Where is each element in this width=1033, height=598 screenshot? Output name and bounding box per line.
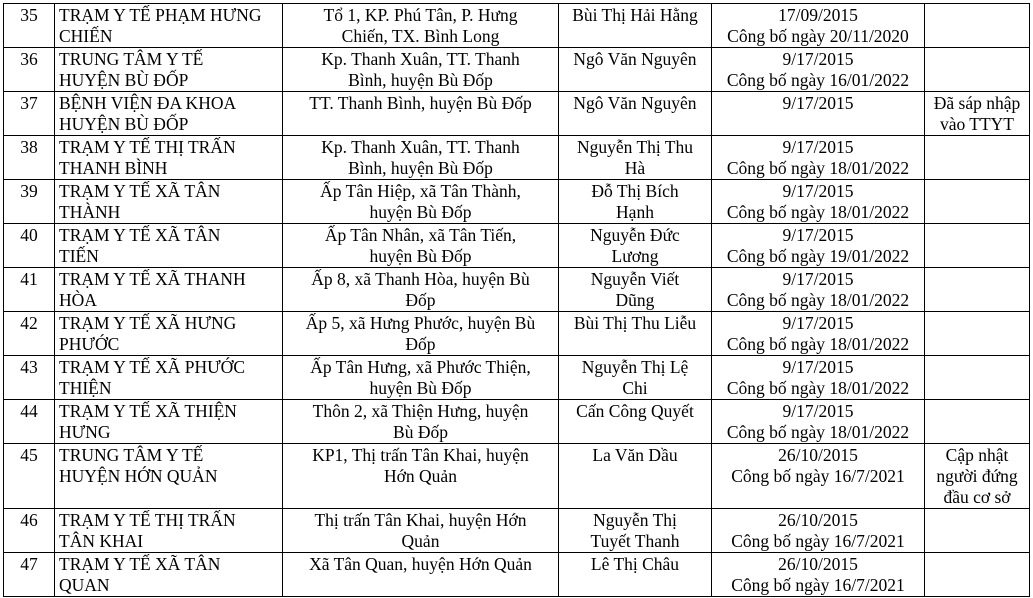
- cell-address-line: Kp. Thanh Xuân, TT. Thanh: [321, 137, 520, 157]
- cell-date-line: 9/17/2015: [782, 225, 854, 245]
- table-row: [4, 48, 1030, 92]
- cell-head-person-line: Nguyễn Thị: [593, 510, 677, 530]
- cell-facility-name-line: CHIẾN: [59, 26, 113, 46]
- cell-note: [925, 400, 1030, 444]
- cell-address-line: Bù Đốp: [393, 422, 448, 442]
- cell-note: [925, 312, 1030, 356]
- cell-date: [712, 553, 925, 597]
- table-row: [4, 92, 1030, 136]
- cell-note-line: vào TTYT: [939, 114, 1015, 134]
- cell-date-line: 26/10/2015: [778, 554, 858, 574]
- cell-date-line: Công bố ngày 20/11/2020: [727, 26, 909, 46]
- cell-note: [925, 224, 1030, 268]
- cell-head-person: [559, 312, 712, 356]
- cell-facility-name-line: TRUNG TÂM Y TẾ: [59, 445, 204, 465]
- cell-head-person: [559, 553, 712, 597]
- cell-date: [712, 92, 925, 136]
- cell-date-line: Công bố ngày 16/7/2021: [731, 531, 905, 551]
- cell-address-line: Thôn 2, xã Thiện Hưng, huyện: [312, 401, 529, 421]
- cell-date: [712, 356, 925, 400]
- cell-facility-name-line: HƯNG: [59, 422, 111, 442]
- cell-note: [925, 268, 1030, 312]
- cell-facility-name-line: QUAN: [59, 575, 110, 595]
- cell-address-line: Xã Tân Quan, huyện Hớn Quản: [309, 554, 532, 574]
- cell-facility-name-line: THIỆN: [59, 378, 112, 398]
- cell-date-line: 9/17/2015: [782, 313, 854, 333]
- cell-facility-name-line: TRẠM Y TẾ XÃ PHƯỚC: [59, 357, 245, 377]
- cell-facility-name-line: TRẠM Y TẾ XÃ TÂN: [59, 181, 221, 201]
- cell-head-person-line: Nguyễn Đức: [590, 225, 680, 245]
- cell-date-line: 17/09/2015: [778, 5, 858, 25]
- cell-address-line: TT. Thanh Bình, huyện Bù Đốp: [309, 93, 532, 113]
- cell-head-person-line: Hà: [624, 158, 646, 178]
- cell-head-person: [559, 48, 712, 92]
- cell-address-line: Kp. Thanh Xuân, TT. Thanh: [321, 49, 520, 69]
- cell-note: [925, 136, 1030, 180]
- cell-date-line: 9/17/2015: [782, 269, 854, 289]
- table-row: [4, 509, 1030, 553]
- cell-address-line: Ấp Tân Nhân, xã Tân Tiến,: [324, 225, 517, 245]
- cell-note: [925, 92, 1030, 136]
- cell-facility-name: [55, 224, 283, 268]
- cell-facility-name-line: TRẠM Y TẾ XÃ TÂN: [59, 225, 221, 245]
- cell-head-person: [559, 268, 712, 312]
- cell-date-line: 9/17/2015: [782, 49, 854, 69]
- cell-note: [925, 509, 1030, 553]
- cell-address-line: KP1, Thị trấn Tân Khai, huyện: [312, 445, 529, 465]
- cell-date-line: Công bố ngày 18/01/2022: [726, 202, 910, 222]
- cell-facility-name-line: HUYỆN BÙ ĐỐP: [59, 114, 189, 134]
- cell-head-person-line: La Văn Dầu: [592, 445, 678, 465]
- cell-head-person-line: Bùi Thị Hải Hằng: [572, 5, 698, 25]
- cell-facility-name: [55, 553, 283, 597]
- cell-address: [283, 4, 559, 48]
- cell-head-person: [559, 136, 712, 180]
- cell-facility-name: [55, 312, 283, 356]
- cell-date-line: Công bố ngày 18/01/2022: [726, 378, 910, 398]
- cell-address-line: Đốp: [405, 290, 436, 310]
- cell-stt-value: 45: [20, 445, 38, 465]
- cell-stt-value: 41: [20, 269, 38, 289]
- cell-stt-value: 36: [20, 49, 38, 69]
- cell-date-line: Công bố ngày 18/01/2022: [726, 158, 910, 178]
- cell-head-person: [559, 180, 712, 224]
- cell-note-line: Đã sáp nhập: [933, 93, 1021, 113]
- cell-head-person-line: Đỗ Thị Bích: [591, 181, 679, 201]
- cell-address-line: Hớn Quản: [384, 466, 457, 486]
- cell-facility-name-line: HUYỆN BÙ ĐỐP: [59, 70, 189, 90]
- table-row: [4, 400, 1030, 444]
- cell-head-person-line: Lương: [611, 246, 659, 266]
- cell-head-person: [559, 92, 712, 136]
- cell-address-line: Tổ 1, KP. Phú Tân, P. Hưng: [323, 5, 518, 25]
- cell-facility-name-line: TIẾN: [59, 246, 99, 266]
- cell-date: [712, 136, 925, 180]
- cell-note-line: Cập nhật: [945, 445, 1009, 465]
- cell-stt: [4, 224, 55, 268]
- cell-date: [712, 48, 925, 92]
- cell-stt-value: 46: [20, 510, 38, 530]
- cell-address: [283, 268, 559, 312]
- cell-facility-name-line: TRUNG TÂM Y TẾ: [59, 49, 204, 69]
- cell-head-person-line: Bùi Thị Thu Liễu: [573, 313, 697, 333]
- cell-stt: [4, 268, 55, 312]
- table-row: [4, 268, 1030, 312]
- cell-facility-name: [55, 92, 283, 136]
- cell-date-line: 9/17/2015: [782, 93, 854, 113]
- cell-stt: [4, 400, 55, 444]
- cell-head-person-line: Chi: [622, 378, 648, 398]
- cell-facility-name-line: THÀNH: [59, 202, 121, 222]
- cell-head-person-line: Nguyễn Viết: [590, 269, 680, 289]
- cell-address: [283, 136, 559, 180]
- cell-facility-name-line: TRẠM Y TẾ XÃ THIỆN: [59, 401, 237, 421]
- cell-facility-name-line: THANH BÌNH: [59, 158, 168, 178]
- cell-stt: [4, 92, 55, 136]
- cell-facility-name: [55, 444, 283, 509]
- cell-note: [925, 444, 1030, 509]
- cell-facility-name: [55, 4, 283, 48]
- table-row: [4, 4, 1030, 48]
- cell-head-person-line: Nguyễn Thị Lệ: [581, 357, 689, 377]
- table-row: [4, 136, 1030, 180]
- cell-date-line: 9/17/2015: [782, 401, 854, 421]
- cell-date-line: Công bố ngày 16/7/2021: [731, 466, 905, 486]
- cell-head-person-line: Lê Thị Châu: [590, 554, 680, 574]
- table-row: [4, 444, 1030, 509]
- cell-date: [712, 400, 925, 444]
- cell-address-line: Chiến, TX. Bình Long: [341, 26, 500, 46]
- cell-stt-value: 40: [20, 225, 38, 245]
- table-row: [4, 312, 1030, 356]
- cell-address: [283, 92, 559, 136]
- cell-address: [283, 356, 559, 400]
- cell-address-line: Ấp 8, xã Thanh Hòa, huyện Bù: [311, 269, 530, 289]
- cell-facility-name-line: PHƯỚC: [59, 334, 120, 354]
- cell-date: [712, 312, 925, 356]
- cell-facility-name: [55, 48, 283, 92]
- table-row: [4, 180, 1030, 224]
- cell-facility-name: [55, 509, 283, 553]
- cell-facility-name-line: HÒA: [59, 290, 97, 310]
- cell-stt: [4, 553, 55, 597]
- cell-stt: [4, 180, 55, 224]
- cell-facility-name-line: HUYỆN HỚN QUẢN: [59, 466, 218, 486]
- cell-date: [712, 268, 925, 312]
- cell-head-person: [559, 4, 712, 48]
- table-row: [4, 553, 1030, 597]
- cell-head-person-line: Dũng: [615, 290, 655, 310]
- cell-stt: [4, 509, 55, 553]
- table-row: [4, 356, 1030, 400]
- cell-address: [283, 553, 559, 597]
- cell-facility-name: [55, 180, 283, 224]
- cell-date-line: 9/17/2015: [782, 357, 854, 377]
- cell-address: [283, 180, 559, 224]
- cell-head-person: [559, 356, 712, 400]
- cell-address: [283, 444, 559, 509]
- cell-facility-name-line: TRẠM Y TẾ PHẠM HƯNG: [59, 5, 262, 25]
- cell-facility-name: [55, 400, 283, 444]
- cell-date: [712, 4, 925, 48]
- cell-facility-name: [55, 136, 283, 180]
- cell-address-line: Bình, huyện Bù Đốp: [348, 70, 493, 90]
- cell-stt-value: 47: [20, 554, 38, 574]
- cell-facility-name-line: TRẠM Y TẾ THỊ TRẤN: [59, 510, 236, 530]
- cell-facility-name-line: TRẠM Y TẾ XÃ THANH: [59, 269, 246, 289]
- cell-stt: [4, 48, 55, 92]
- cell-stt-value: 43: [20, 357, 38, 377]
- cell-address-line: huyện Bù Đốp: [369, 378, 472, 398]
- cell-head-person: [559, 444, 712, 509]
- cell-facility-name: [55, 268, 283, 312]
- cell-facility-name: [55, 356, 283, 400]
- cell-date-line: Công bố ngày 18/01/2022: [726, 290, 910, 310]
- cell-address-line: Bình, huyện Bù Đốp: [348, 158, 493, 178]
- cell-address: [283, 509, 559, 553]
- cell-address-line: Ấp Tân Hiệp, xã Tân Thành,: [320, 181, 521, 201]
- cell-head-person-line: Hạnh: [616, 202, 654, 222]
- cell-stt-value: 38: [20, 137, 38, 157]
- cell-head-person-line: Ngô Văn Nguyên: [573, 49, 697, 69]
- cell-head-person-line: Ngô Văn Nguyên: [573, 93, 697, 113]
- cell-facility-name-line: TRẠM Y TẾ XÃ TÂN: [59, 554, 221, 574]
- cell-stt-value: 39: [20, 181, 38, 201]
- cell-address-line: Quản: [401, 531, 440, 551]
- cell-address: [283, 224, 559, 268]
- cell-stt-value: 35: [20, 5, 38, 25]
- cell-date: [712, 180, 925, 224]
- cell-address: [283, 400, 559, 444]
- cell-facility-name-line: TRẠM Y TẾ THỊ TRẤN: [59, 137, 236, 157]
- cell-head-person-line: Cấn Công Quyết: [576, 401, 694, 421]
- cell-note: [925, 180, 1030, 224]
- cell-stt: [4, 136, 55, 180]
- cell-date: [712, 224, 925, 268]
- cell-address-line: Đốp: [405, 334, 436, 354]
- cell-stt: [4, 444, 55, 509]
- cell-date-line: Công bố ngày 19/01/2022: [726, 246, 910, 266]
- facility-table: [3, 3, 1030, 597]
- cell-date-line: Công bố ngày 16/01/2022: [726, 70, 910, 90]
- cell-stt: [4, 312, 55, 356]
- cell-head-person: [559, 400, 712, 444]
- cell-date-line: Công bố ngày 18/01/2022: [726, 422, 910, 442]
- cell-head-person-line: Nguyễn Thị Thu: [576, 137, 693, 157]
- cell-note-line: đầu cơ sở: [943, 487, 1011, 507]
- cell-date: [712, 509, 925, 553]
- table-row: [4, 224, 1030, 268]
- cell-date-line: Công bố ngày 18/01/2022: [726, 334, 910, 354]
- cell-address-line: Thị trấn Tân Khai, huyện Hớn: [314, 510, 527, 530]
- table-body: [4, 4, 1030, 597]
- cell-date-line: 26/10/2015: [778, 510, 858, 530]
- cell-note: [925, 48, 1030, 92]
- cell-date-line: 9/17/2015: [782, 137, 854, 157]
- cell-head-person: [559, 224, 712, 268]
- cell-note: [925, 356, 1030, 400]
- cell-facility-name-line: TRẠM Y TẾ XÃ HƯNG: [59, 313, 237, 333]
- cell-date-line: 9/17/2015: [782, 181, 854, 201]
- cell-date-line: Công bố ngày 16/7/2021: [731, 575, 905, 595]
- cell-stt: [4, 356, 55, 400]
- cell-stt-value: 42: [20, 313, 38, 333]
- cell-note-line: người đứng: [936, 466, 1018, 486]
- cell-address-line: huyện Bù Đốp: [369, 202, 472, 222]
- cell-head-person-line: Tuyết Thanh: [590, 531, 680, 551]
- cell-stt: [4, 4, 55, 48]
- cell-facility-name-line: BỆNH VIỆN ĐA KHOA: [59, 93, 237, 113]
- cell-date: [712, 444, 925, 509]
- cell-stt-value: 37: [20, 93, 38, 113]
- cell-head-person: [559, 509, 712, 553]
- cell-address: [283, 312, 559, 356]
- cell-date-line: 26/10/2015: [778, 445, 858, 465]
- cell-note: [925, 4, 1030, 48]
- cell-facility-name-line: TÂN KHAI: [59, 531, 144, 551]
- cell-stt-value: 44: [20, 401, 38, 421]
- cell-address: [283, 48, 559, 92]
- cell-address-line: huyện Bù Đốp: [369, 246, 472, 266]
- cell-address-line: Ấp Tân Hưng, xã Phước Thiện,: [310, 357, 531, 377]
- cell-address-line: Ấp 5, xã Hưng Phước, huyện Bù: [305, 313, 536, 333]
- cell-note: [925, 553, 1030, 597]
